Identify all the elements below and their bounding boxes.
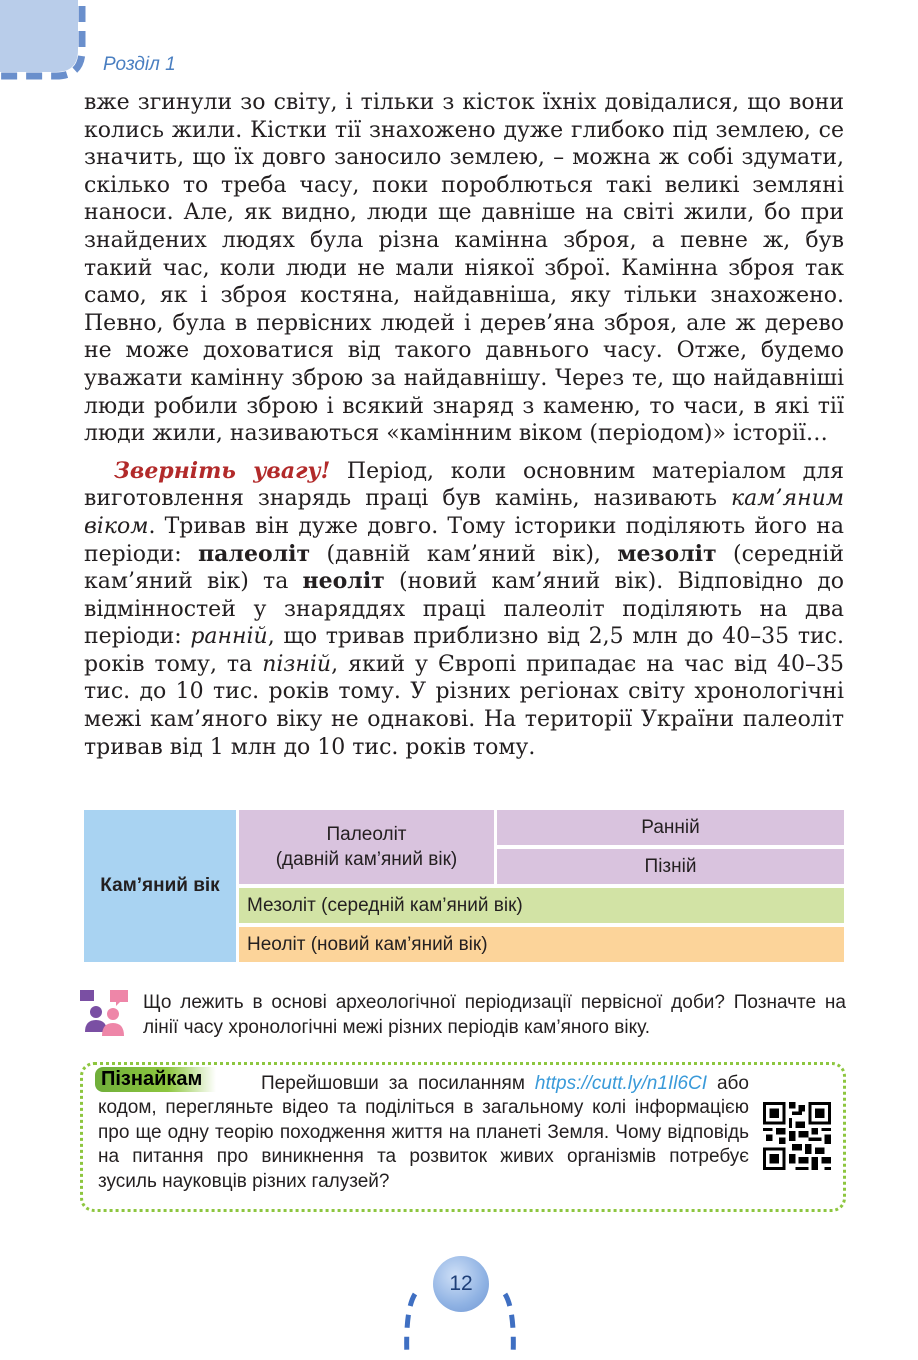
quote-paragraph: вже згинули зо світу, і тільки з кісток їхніх довідалися, що вони колись жили. Кістки тії знахожено дуже глибоко під землею, се значить, що їх довго заносило землею, – можна ж собі здумати, скілько то треба часу, поки пороблються такі великі земляні наноси. Але, як видно, люди ще давніше на світі жили, бо при знайдених людях була різна камінна зброя, а певне ж, був такий час, коли люди не мали ніякої зброї. Камінна зброя так само, як і зброя костяна, найдавніша, яку тільки знахожено. Певно, була в первісних людей і дерев’яна зброя, але ж дерево не може доховатися від такого давнього часу. Отже, будемо уважати камінну зброю за найдавнішу. Через те, що найдавніші люди робили зброю і всякий знаряд з каменю, то часи, в які тії люди жили, називаються «камінним віком (періодом)» історії… [84,90,844,447]
cell-stone-age: Кам’яний вік [84,810,236,962]
cell-mesolithic: Мезоліт (середній кам’яний вік) [239,888,844,923]
stone-age-table [84,810,844,962]
video-link[interactable]: https://cutt.ly/n1Il6CI [534,1073,708,1094]
cell-early: Ранній [497,810,844,845]
section-label: Розділ 1 [103,54,176,75]
term-mesolithic: мезоліт [617,540,717,567]
qr-code-icon[interactable] [763,1101,831,1171]
discussion-people-icon [80,990,130,1036]
cell-late: Пізній [497,849,844,884]
cell-paleolithic: Палеоліт (давній кам’яний вік) [239,810,494,884]
learn-box-label: Пізнайкам [95,1067,216,1092]
page-number: 12 [433,1256,489,1312]
learn-box-text: Перейшовши за посиланням https://cutt.ly/n1Il6CI або кодом, перегляньте відео та поділіться в загальному колі інформацією про ще одну теорію походження життя на планеті Земля. Чому відповідь на питання про виникнення та розвиток живих організмів потребує зусиль науковців різних галузей? [98,1072,831,1194]
learn-box [80,1062,846,1212]
main-text [84,89,844,761]
question-text: Що лежить в основі археологічної періодизації первісної доби? Позначте на лінії часу хронологічні межі різних періодів кам’яного віку. [143,992,846,1038]
term-neolithic: неоліт [302,568,385,595]
term-paleolithic: палеоліт [198,540,311,567]
attention-paragraph: Зверніть увагу! Період, коли основним матеріалом для виготовлення знарядь праці був камінь, називають кам’яним віком. Тривав він дуже довго. Тому історики поділяють його на періоди: палеоліт (давній кам’яний вік), мезоліт (середній кам’яний вік) та неоліт (новий кам’яний вік). Відповідно до відмінностей у знаряддях праці палеоліт поділяють на два періоди: ранній, що тривав приблизно від 2,5 млн до 40–35 тис. років тому, та пізній, який у Європі припадає на час від 40–35 тис. до 10 тис. років тому. У різних регіонах світу хронологічні межі кам’яного віку не однакові. На території України палеоліт тривав від 1 млн до 10 тис. років тому. [84,457,844,760]
corner-decoration [0,0,90,80]
attention-label: Зверніть увагу! [114,457,331,484]
cell-neolithic: Неоліт (новий кам’яний вік) [239,927,844,962]
